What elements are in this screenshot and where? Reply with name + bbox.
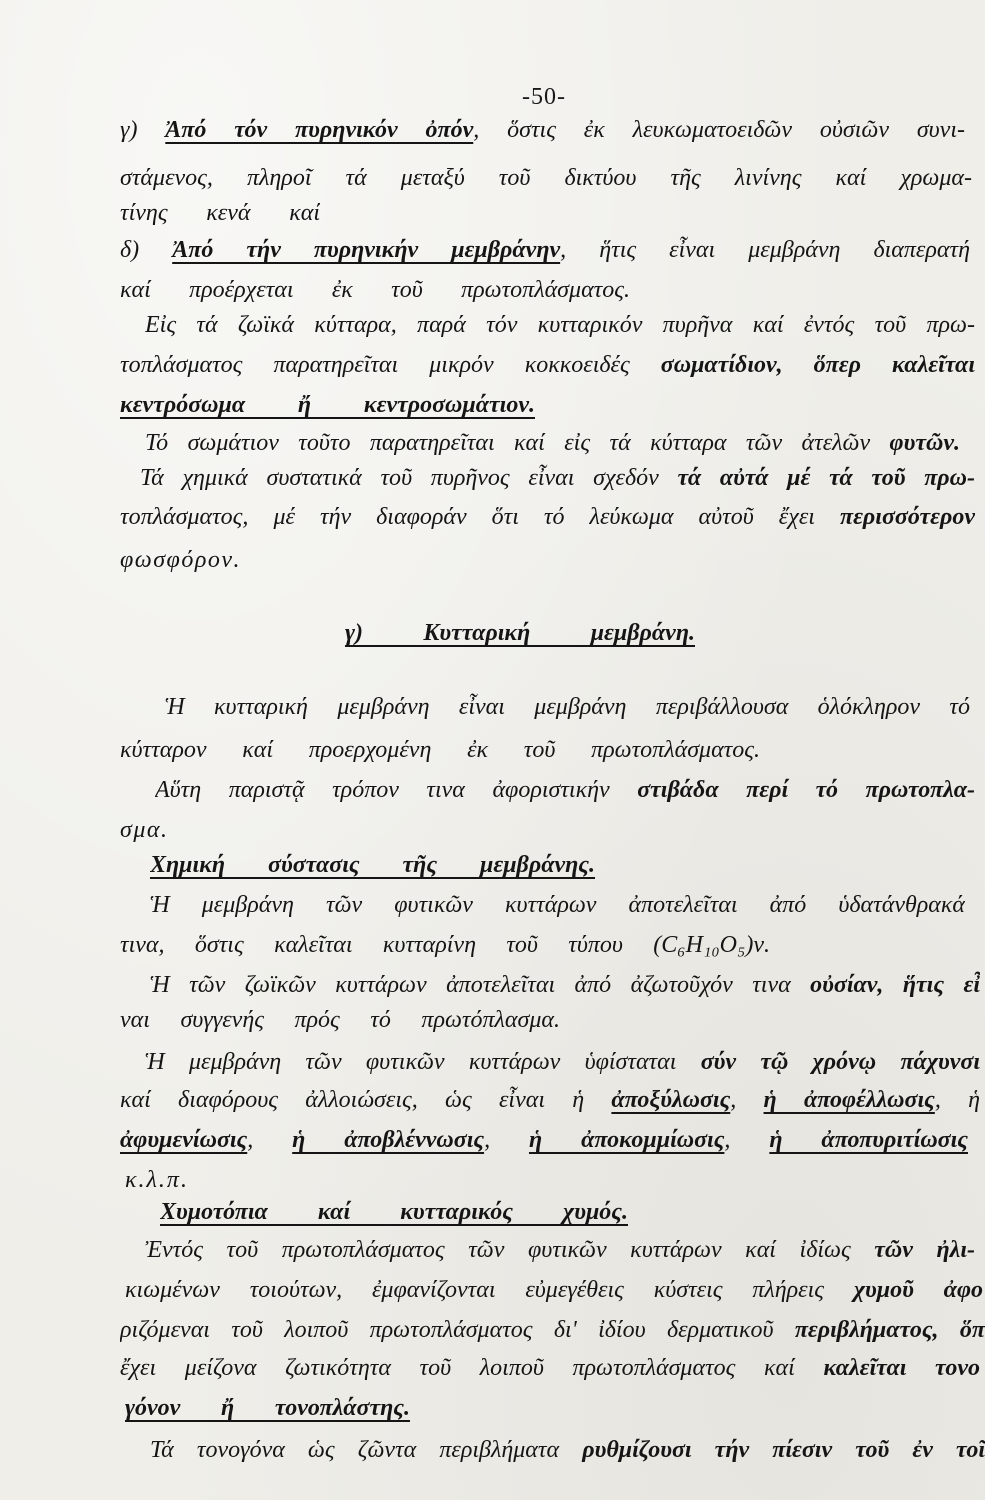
text-line: [120, 388, 535, 422]
text-line: [120, 273, 630, 307]
emphasized-text: τῶν ἠλι-: [874, 1237, 975, 1263]
text-segment: δ): [120, 237, 173, 263]
text-segment: , ἡ: [934, 1087, 980, 1113]
text-line: [125, 1273, 983, 1307]
text-line: [120, 1351, 980, 1385]
text-line: [120, 543, 260, 577]
text-segment: ναι συγγενής πρός τό πρωτόπλασμα.: [120, 1007, 560, 1033]
emphasized-text: περιβλήματος, ὅπ: [794, 1317, 985, 1343]
text-segment: σμα.: [120, 817, 169, 843]
line-content: [145, 1233, 975, 1267]
line-content: [120, 500, 975, 534]
text-segment: Τά τονογόνα ὡς ζῶντα περιβλήματα: [150, 1437, 583, 1463]
text-segment: τίνης κενά καί: [120, 200, 320, 226]
text-line: [145, 1233, 975, 1267]
line-content: [150, 848, 595, 882]
text-segment: φωσφόρον.: [120, 547, 242, 573]
line-content: [120, 388, 535, 422]
text-segment: γ): [120, 117, 166, 143]
text-segment: καί διαφόρους ἀλλοιώσεις, ὡς εἶναι ἡ: [120, 1087, 612, 1113]
text-segment: ,: [247, 1127, 293, 1153]
line-content: [160, 1195, 628, 1229]
line-content: [120, 1351, 980, 1385]
text-segment: Ἡ τῶν ζωϊκῶν κυττάρων ἀποτελεῖται ἀπό ἀζωτοῦχόν τινα: [150, 972, 811, 998]
text-line: [150, 888, 965, 922]
section-heading: [160, 1195, 628, 1229]
text-line: [120, 1123, 968, 1157]
text-line: [145, 1045, 980, 1079]
underlined-term: ἀποξύλωσις: [611, 1087, 731, 1113]
emphasized-text: οὐσίαν, ἥτις εἶ: [810, 972, 980, 998]
text-segment: ,: [730, 1087, 764, 1113]
underlined-term: ἡ ἀποφέλλωσις: [763, 1087, 935, 1113]
text-line: [120, 1083, 980, 1117]
emphasized-text: φυτῶν.: [889, 430, 960, 456]
text-line: [120, 1313, 985, 1347]
line-content: [120, 1123, 968, 1157]
underlined-term: ἡ ἀποβλέννωσις: [292, 1127, 485, 1153]
text-segment: κ.λ.π.: [125, 1167, 189, 1193]
emphasized-text: στιβάδα περί τό πρωτοπλα-: [637, 777, 975, 803]
text-segment: ἔχει μείζονα ζωτικότητα τοῦ λοιποῦ πρωτοπλάσματος καί: [120, 1355, 824, 1381]
line-content: [120, 1083, 980, 1117]
line-content: [150, 888, 965, 922]
text-line: [125, 1391, 410, 1425]
line-content: [155, 773, 975, 807]
text-segment: , ἥτις εἶναι μεμβράνη διαπερατή: [560, 237, 970, 263]
section-heading: [345, 616, 695, 650]
line-content: [120, 1313, 985, 1347]
text-line: [120, 500, 975, 534]
line-content: [120, 233, 970, 267]
text-segment: Τό σωμάτιον τοῦτο παρατηρεῖται καί εἰς τά κύτταρα τῶν ἀτελῶν: [145, 430, 890, 456]
text-line: [155, 773, 975, 807]
text-line: [120, 113, 965, 147]
emphasized-text: σύν τῷ χρόνῳ πάχυνσι: [700, 1049, 980, 1075]
text-segment: Ἡ κυτταρική μεμβράνη εἶναι μεμβράνη περιβάλλουσα ὁλόκληρον τό: [165, 694, 970, 720]
line-content: [120, 1003, 560, 1037]
underlined-term: Ἀπό τόν πυρηνικόν ὀπόν: [165, 117, 474, 143]
text-segment: καί προέρχεται ἐκ τοῦ πρωτοπλάσματος.: [120, 277, 630, 303]
line-content: [120, 733, 760, 767]
text-segment: κιωμένων τοιούτων, ἐμφανίζονται εὐμεγέθεις κύστεις πλήρεις: [125, 1277, 854, 1303]
text-segment: ριζόμεναι τοῦ λοιποῦ πρωτοπλάσματος δι' ἰδίου δερματικοῦ: [120, 1317, 795, 1343]
heading-text: Χημική σύστασις τῆς μεμβράνης.: [150, 852, 595, 878]
text-line: [120, 733, 760, 767]
text-segment: Εἰς τά ζωϊκά κύτταρα, παρά τόν κυτταρικόν πυρῆνα καί ἐντός τοῦ πρω-: [145, 312, 975, 338]
underlined-term: ἡ ἀποπυριτίωσις: [769, 1127, 968, 1153]
line-content: [120, 161, 972, 195]
line-content: [150, 1433, 985, 1467]
line-content: [145, 426, 960, 460]
text-segment: Αὕτη παριστᾷ τρόπον τινα ἀφοριστικήν: [155, 777, 638, 803]
line-content: [345, 616, 695, 650]
emphasized-text: σωματίδιον, ὅπερ καλεῖται: [660, 352, 975, 378]
text-line: [120, 233, 970, 267]
underlined-term: γόνον ἤ τονοπλάστης.: [125, 1395, 410, 1421]
text-line: [150, 1433, 985, 1467]
text-line: [165, 690, 970, 724]
emphasized-text: καλεῖται τονο: [823, 1355, 980, 1381]
text-segment: Ἡ μεμβράνη τῶν φυτικῶν κυττάρων ὑφίσταται: [145, 1049, 701, 1075]
line-content: [120, 113, 965, 147]
line-content: [125, 1391, 410, 1425]
emphasized-text: ρυθμίζουσι τήν πίεσιν τοῦ ἐν τοῖ: [582, 1437, 985, 1463]
line-content: [145, 308, 975, 342]
text-line: [120, 1003, 560, 1037]
text-segment: ,: [724, 1127, 770, 1153]
text-line: [120, 813, 200, 847]
text-line: [150, 968, 980, 1002]
underlined-term: κεντρόσωμα ἤ κεντροσωμάτιον.: [120, 392, 535, 418]
text-line: [145, 308, 975, 342]
underlined-term: ἡ ἀποκομμίωσις: [528, 1127, 725, 1153]
line-content: [125, 1273, 983, 1307]
heading-text: Χυμοτόπια καί κυτταρικός χυμός.: [160, 1199, 628, 1225]
text-line: [120, 161, 972, 195]
line-content: [140, 461, 975, 495]
line-content: [150, 968, 980, 1002]
text-segment: κύτταρον καί προερχομένη ἐκ τοῦ πρωτοπλάσματος.: [120, 737, 760, 763]
text-line: [120, 196, 320, 230]
underlined-term: ἀφυμενίωσις: [120, 1127, 248, 1153]
formula-text: τινα, ὅστις καλεῖται κυτταρίνη τοῦ τύπου (C₆H₁₀O₅)ν.: [120, 932, 770, 958]
line-content: [120, 273, 630, 307]
text-line: [125, 1163, 225, 1197]
text-line: [120, 348, 975, 382]
heading-text: γ) Κυτταρική μεμβράνη.: [345, 620, 695, 646]
line-content: [145, 1045, 980, 1079]
emphasized-text: τά αὐτά μέ τά τοῦ πρω-: [677, 465, 975, 491]
line-content: [165, 690, 970, 724]
text-segment: Ἐντός τοῦ πρωτοπλάσματος τῶν φυτικῶν κυττάρων καί ἰδίως: [145, 1237, 875, 1263]
text-segment: τοπλάσματος παρατηρεῖται μικρόν κοκκοειδές: [120, 352, 661, 378]
text-line: [145, 426, 960, 460]
line-content: [125, 1163, 189, 1197]
text-segment: Τά χημικά συστατικά τοῦ πυρῆνος εἶναι σχεδόν: [140, 465, 678, 491]
emphasized-text: χυμοῦ ἀφο: [853, 1277, 983, 1303]
line-content: [120, 543, 241, 577]
line-content: [120, 928, 770, 962]
line-content: [120, 196, 320, 230]
text-segment: στάμενος, πληροῖ τά μεταξύ τοῦ δικτύου τῆς λινίνης καί χρωμα-: [120, 165, 972, 191]
text-segment: ,: [484, 1127, 529, 1153]
text-segment: Ἡ μεμβράνη τῶν φυτικῶν κυττάρων ἀποτελεῖται ἀπό ὑδατάνθρακά: [150, 892, 965, 918]
underlined-term: Ἀπό τήν πυρηνικήν μεμβράνην: [172, 237, 561, 263]
emphasized-text: περισσότερον: [839, 504, 975, 530]
page-number: -50-: [522, 84, 566, 110]
line-content: [120, 348, 975, 382]
text-segment: τοπλάσματος, μέ τήν διαφοράν ὅτι τό λεύκωμα αὐτοῦ ἔχει: [120, 504, 840, 530]
line-content: [120, 813, 168, 847]
text-line: [120, 928, 770, 962]
text-segment: , ὅστις ἐκ λευκωματοειδῶν οὐσιῶν συνι-: [473, 117, 965, 143]
section-heading: [150, 848, 595, 882]
text-line: [140, 461, 975, 495]
